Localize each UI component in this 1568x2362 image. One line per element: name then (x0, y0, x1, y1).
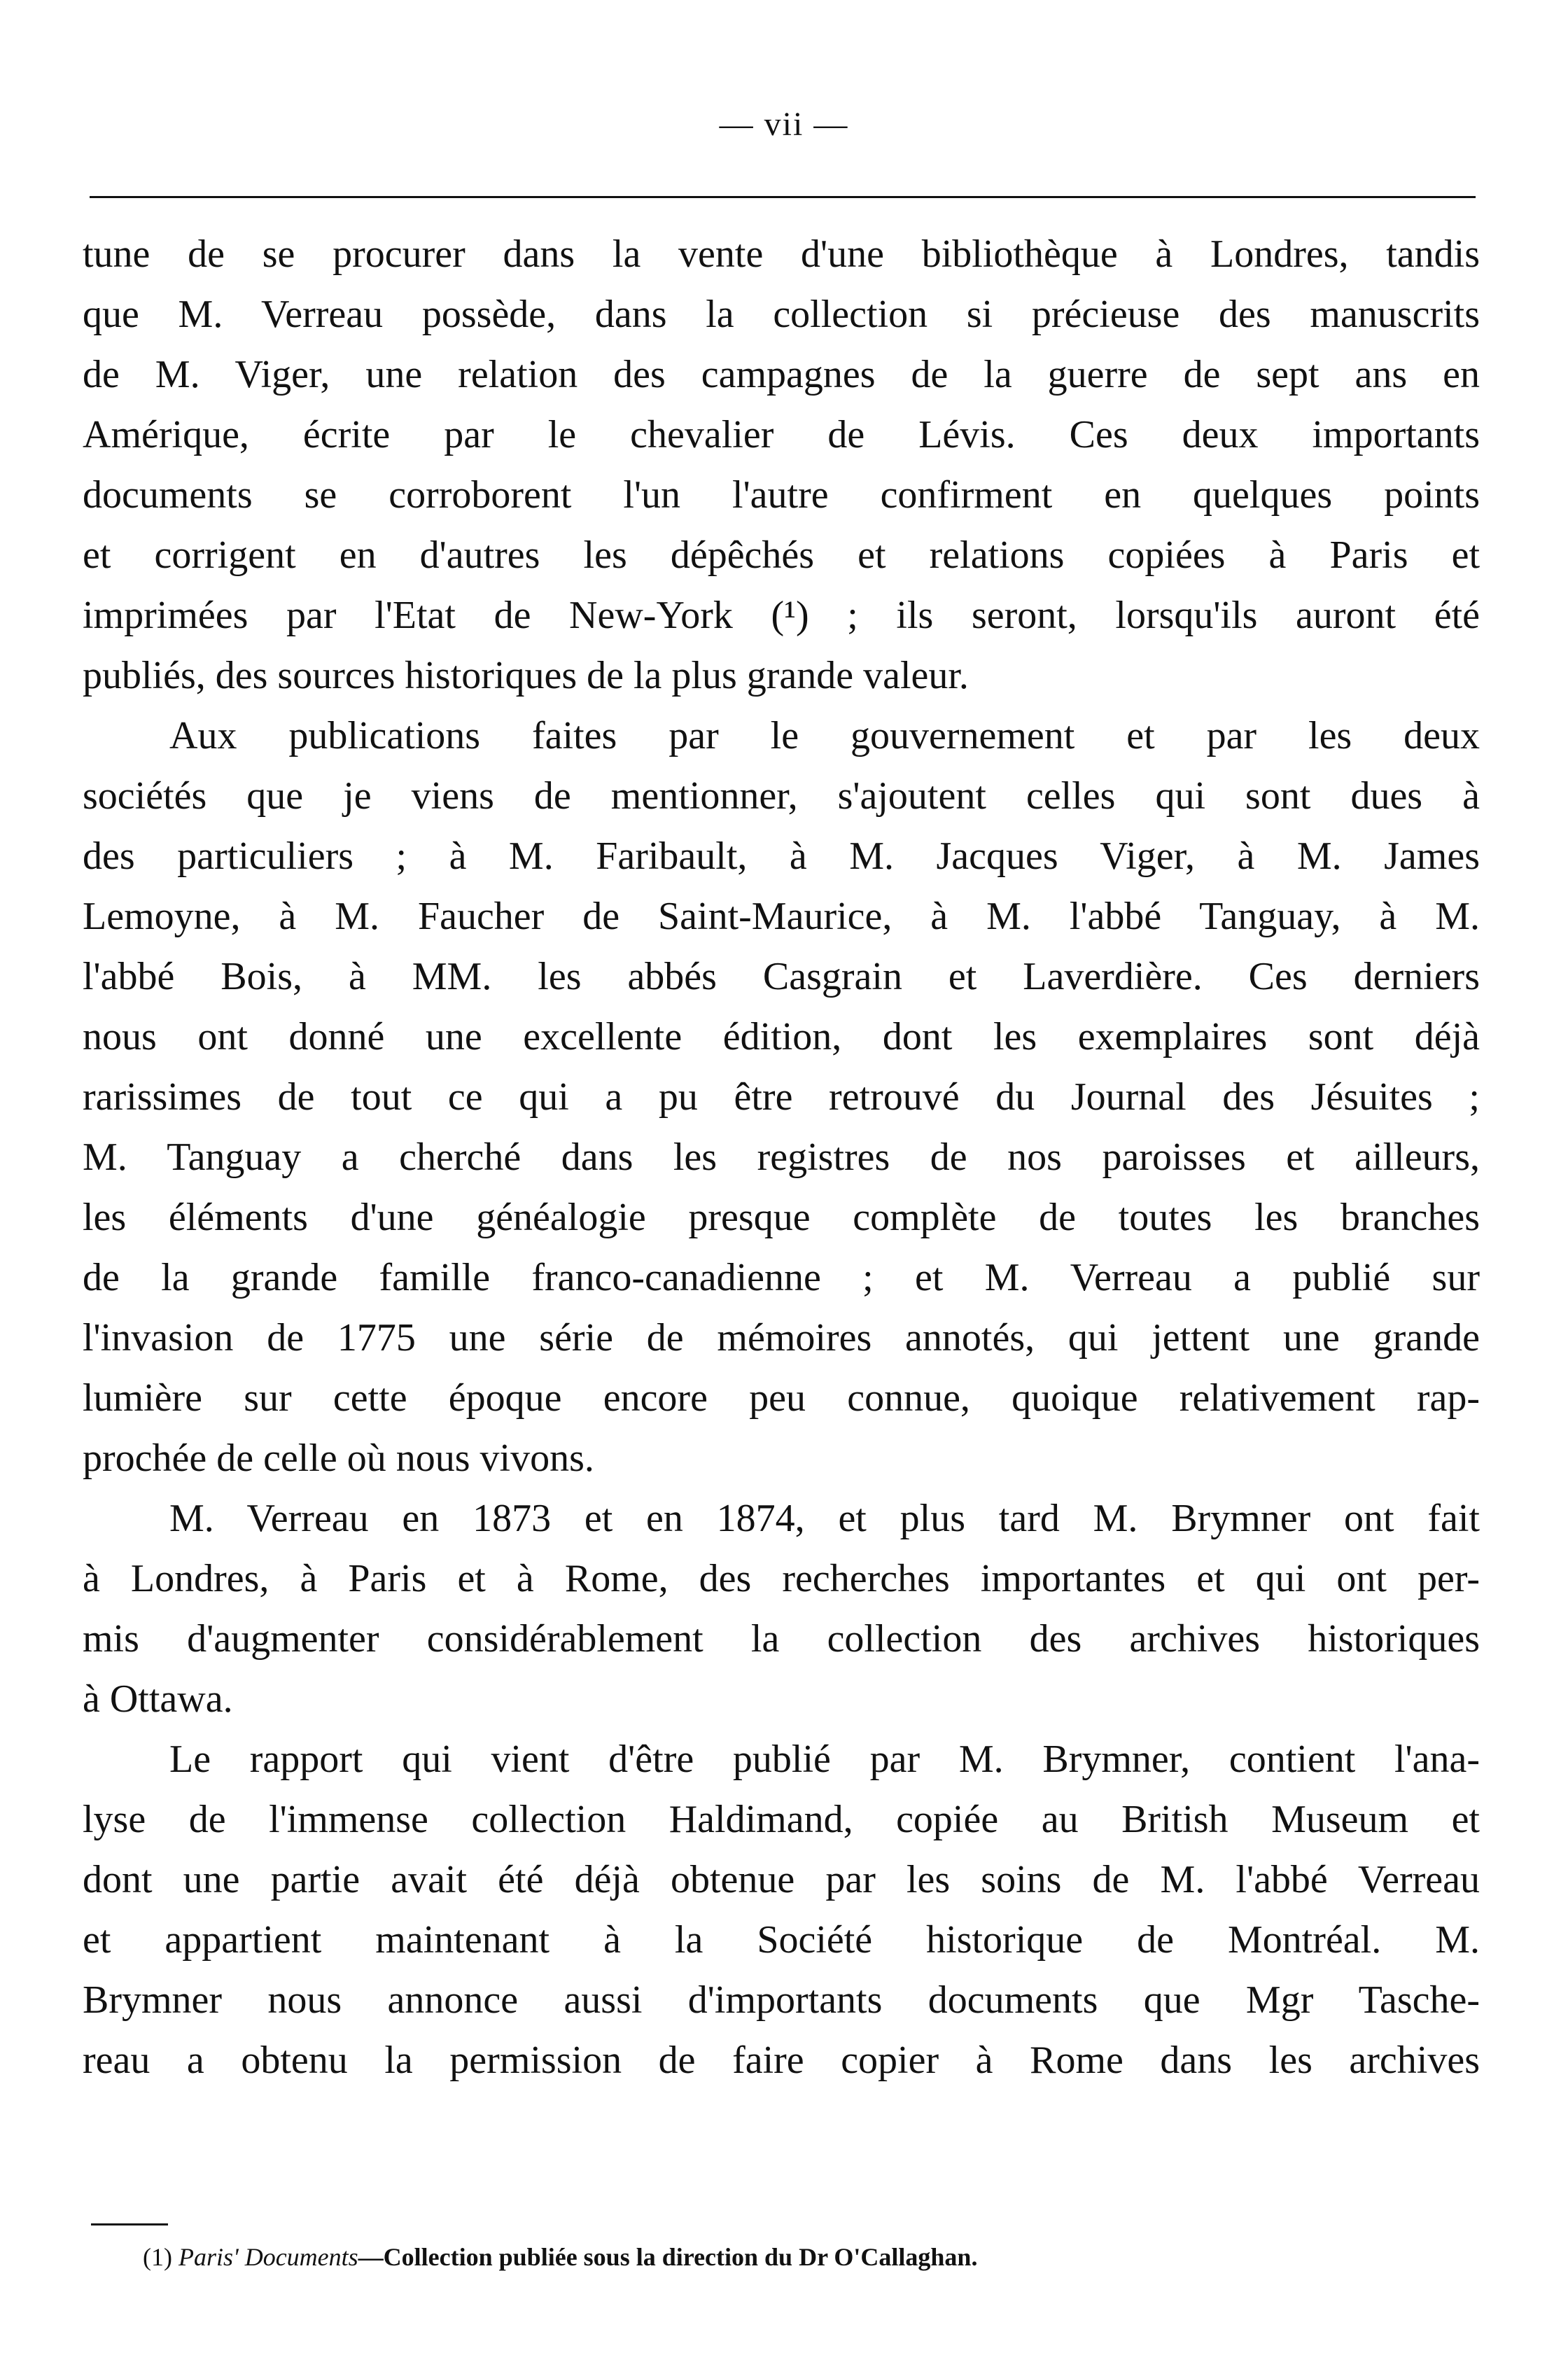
text-line: que M. Verreau possède, dans la collection si précieuse des manuscrits (83, 293, 1480, 336)
text-line: et appartient maintenant à la Société historique de Montréal. M. (83, 1918, 1480, 1962)
footnote-marker: (1) (143, 2243, 172, 2271)
text-line: lumière sur cette époque encore peu connue, quoique relativement rap- (83, 1376, 1480, 1420)
text-line: publiés, des sources historiques de la plus grande valeur. (83, 654, 969, 697)
text-line: de M. Viger, une relation des campagnes de la guerre de sept ans en (83, 353, 1480, 396)
text-line: les éléments d'une généalogie presque complète de toutes les branches (83, 1196, 1480, 1239)
text-line: à Londres, à Paris et à Rome, des recherches importantes et qui ont per- (83, 1557, 1480, 1600)
text-line: l'abbé Bois, à MM. les abbés Casgrain et Laverdière. Ces derniers (83, 955, 1480, 998)
text-line: Amérique, écrite par le chevalier de Lévis. Ces deux importants (83, 413, 1480, 456)
text-line: documents se corroborent l'un l'autre confirment en quelques points (83, 473, 1480, 517)
paragraph-1 (83, 224, 1480, 706)
text-line: Lemoyne, à M. Faucher de Saint-Maurice, à M. l'abbé Tanguay, à M. (83, 895, 1480, 938)
text-line: l'invasion de 1775 une série de mémoires annotés, qui jettent une grande (83, 1316, 1480, 1360)
text-line: M. Tanguay a cherché dans les registres de nos paroisses et ailleurs, (83, 1135, 1480, 1179)
paragraph-3 (83, 1488, 1480, 1729)
footnote-rule (91, 2223, 168, 2225)
text-line: et corrigent en d'autres les dépêchés et relations copiées à Paris et (83, 533, 1480, 577)
text-line: Brymner nous annonce aussi d'importants documents que Mgr Tasche- (83, 1978, 1480, 2022)
text-line: Aux publications faites par le gouvernement et par les deux (169, 714, 1480, 757)
text-line: imprimées par l'Etat de New-York (¹) ; ils seront, lorsqu'ils auront été (83, 594, 1480, 637)
text-line: prochée de celle où nous vivons. (83, 1437, 594, 1480)
text-line: mis d'augmenter considérablement la collection des archives historiques (83, 1617, 1480, 1661)
paragraph-2 (83, 706, 1480, 1488)
text-line: lyse de l'immense collection Haldimand, copiée au British Museum et (83, 1798, 1480, 1841)
text-line: des particuliers ; à M. Faribault, à M. Jacques Viger, à M. James (83, 834, 1480, 878)
text-line: M. Verreau en 1873 et en 1874, et plus tard M. Brymner ont fait (169, 1497, 1480, 1540)
text-line: dont une partie avait été déjà obtenue par les soins de M. l'abbé Verreau (83, 1858, 1480, 1901)
text-line: de la grande famille franco-canadienne ; et M. Verreau a publié sur (83, 1256, 1480, 1299)
text-line: à Ottawa. (83, 1677, 233, 1721)
paragraph-4 (83, 1729, 1480, 2090)
footnote-source: Paris' Documents (178, 2243, 358, 2271)
text-line: nous ont donné une excellente édition, dont les exemplaires sont déjà (83, 1015, 1480, 1058)
text-line: rarissimes de tout ce qui a pu être retrouvé du Journal des Jésuites ; (83, 1075, 1480, 1119)
text-line: sociétés que je viens de mentionner, s'ajoutent celles qui sont dues à (83, 774, 1480, 818)
text-line: Le rapport qui vient d'être publié par M. Brymner, contient l'ana- (169, 1738, 1480, 1781)
header-rule (90, 196, 1476, 198)
footnote-text: —Collection publiée sous la direction du Dr O'Callaghan. (358, 2243, 978, 2271)
page-number: — vii — (719, 106, 849, 143)
body-text (83, 224, 1480, 2090)
text-line: reau a obtenu la permission de faire copier à Rome dans les archives (83, 2039, 1480, 2082)
footnote (143, 2240, 977, 2274)
text-line: tune de se procurer dans la vente d'une bibliothèque à Londres, tandis (83, 232, 1480, 276)
